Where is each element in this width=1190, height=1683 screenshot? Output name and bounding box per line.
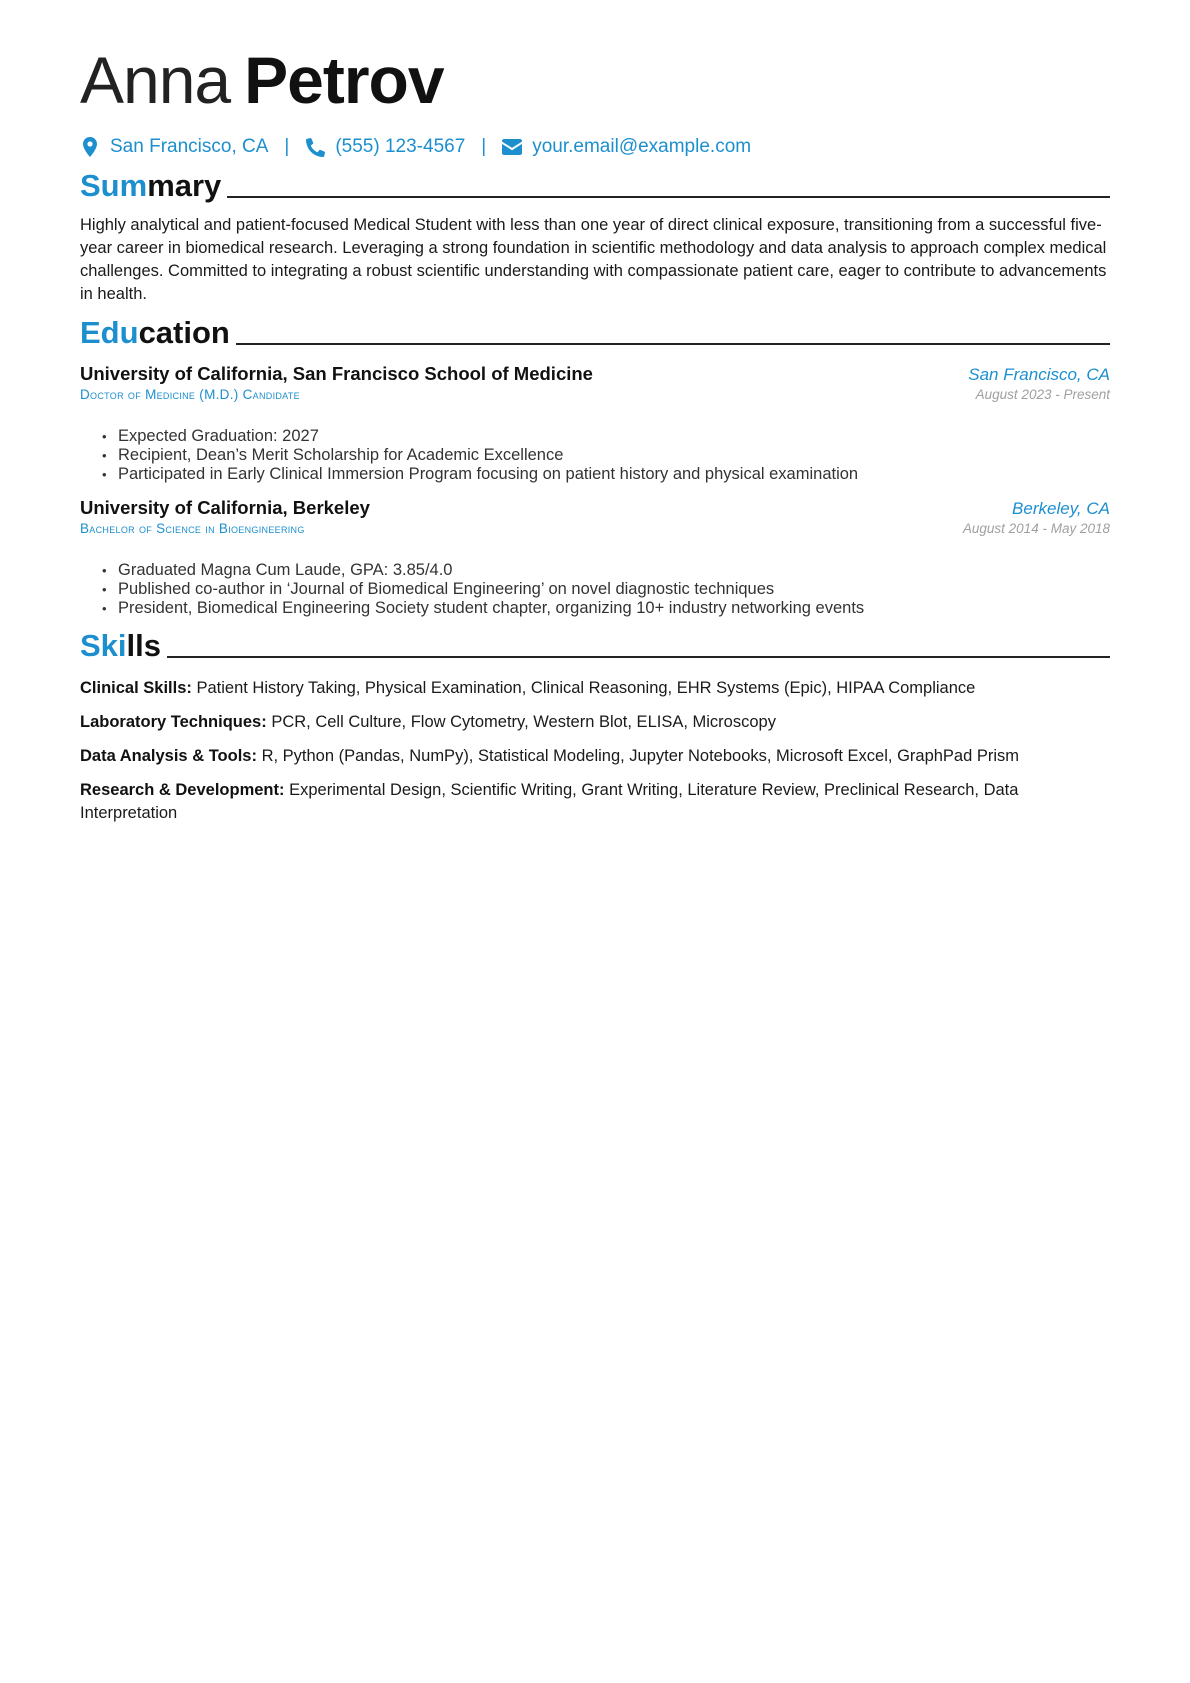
skill-label: Clinical Skills: <box>80 679 192 697</box>
list-item: • President, Biomedical Engineering Society student chapter, organizing 10+ industry networking events <box>80 599 1110 618</box>
skill-label: Research & Development: <box>80 781 285 799</box>
school-location: Berkeley, CA <box>1012 499 1110 518</box>
section-divider <box>227 196 1110 198</box>
skill-item <box>80 677 1110 700</box>
list-item: • Recipient, Dean’s Merit Scholarship for Academic Excellence <box>80 446 1110 465</box>
education-heading <box>80 311 1110 351</box>
contact-bar <box>80 132 751 162</box>
skill-label: Laboratory Techniques: <box>80 713 267 731</box>
envelope-icon <box>502 137 522 157</box>
contact-location <box>80 136 268 158</box>
skill-item <box>80 745 1110 768</box>
last-name: Petrov <box>244 43 444 117</box>
skill-text: PCR, Cell Culture, Flow Cytometry, Western Blot, ELISA, Microscopy <box>271 713 776 731</box>
list-item: • Graduated Magna Cum Laude, GPA: 3.85/4.0 <box>80 561 1110 580</box>
email-text: your.email@example.com <box>532 136 752 157</box>
summary-text: Highly analytical and patient-focused Medical Student with less than one year of direct clinical exposure, transitioning from a successful five-year career in biomedical research. Leveraging a strong foundation in scientific methodology and data analysis to approach complex medical challenges. Committed to integrating a robust scientific understanding with compassionate patient care, eager to contribute to advancements in health. <box>80 216 1107 303</box>
skill-text: Experimental Design, Scientific Writing, Grant Writing, Literature Review, Preclinical Research, Data Interpretation <box>80 781 1019 822</box>
skill-item <box>80 779 1110 825</box>
degree: Doctor of Medicine (M.D.) Candidate <box>80 387 300 402</box>
achievement-list <box>80 561 1110 618</box>
skill-text: R, Python (Pandas, NumPy), Statistical Modeling, Jupyter Notebooks, Microsoft Excel, GraphPad Prism <box>261 747 1020 765</box>
education-entry <box>80 497 1110 618</box>
summary-heading <box>80 164 1110 204</box>
contact-email[interactable] <box>502 136 751 158</box>
degree: Bachelor of Science in Bioengineering <box>80 521 305 536</box>
candidate-name <box>80 42 444 118</box>
list-item: • Expected Graduation: 2027 <box>80 427 1110 446</box>
section-divider <box>236 343 1110 345</box>
location-text: San Francisco, CA <box>110 136 269 157</box>
contact-separator: | <box>284 136 290 157</box>
skill-label: Data Analysis & Tools: <box>80 747 257 765</box>
education-entry <box>80 363 1110 484</box>
section-divider <box>167 656 1110 658</box>
skill-text: Patient History Taking, Physical Examination, Clinical Reasoning, EHR Systems (Epic), HIPAA Compliance <box>196 679 976 697</box>
list-item: • Participated in Early Clinical Immersion Program focusing on patient history and physical examination <box>80 465 1110 484</box>
school-name: University of California, Berkeley <box>80 497 370 518</box>
section-title: Skills <box>80 628 161 663</box>
section-title: Education <box>80 315 230 350</box>
date-range: August 2023 - Present <box>975 387 1110 402</box>
list-item: • Published co-author in ‘Journal of Biomedical Engineering’ on novel diagnostic techniques <box>80 580 1110 599</box>
phone-icon <box>305 137 325 157</box>
first-name: Anna <box>80 43 231 117</box>
section-title: Summary <box>80 168 222 203</box>
school-location: San Francisco, CA <box>968 365 1110 384</box>
achievement-list <box>80 427 1110 484</box>
map-marker-icon <box>80 137 100 157</box>
phone-text: (555) 123-4567 <box>335 136 466 157</box>
contact-phone[interactable] <box>305 136 465 158</box>
skill-item <box>80 711 1110 734</box>
contact-separator: | <box>481 136 487 157</box>
school-name: University of California, San Francisco School of Medicine <box>80 363 593 384</box>
date-range: August 2014 - May 2018 <box>962 521 1110 536</box>
skills-list <box>80 677 1110 836</box>
skills-heading <box>80 624 1110 664</box>
